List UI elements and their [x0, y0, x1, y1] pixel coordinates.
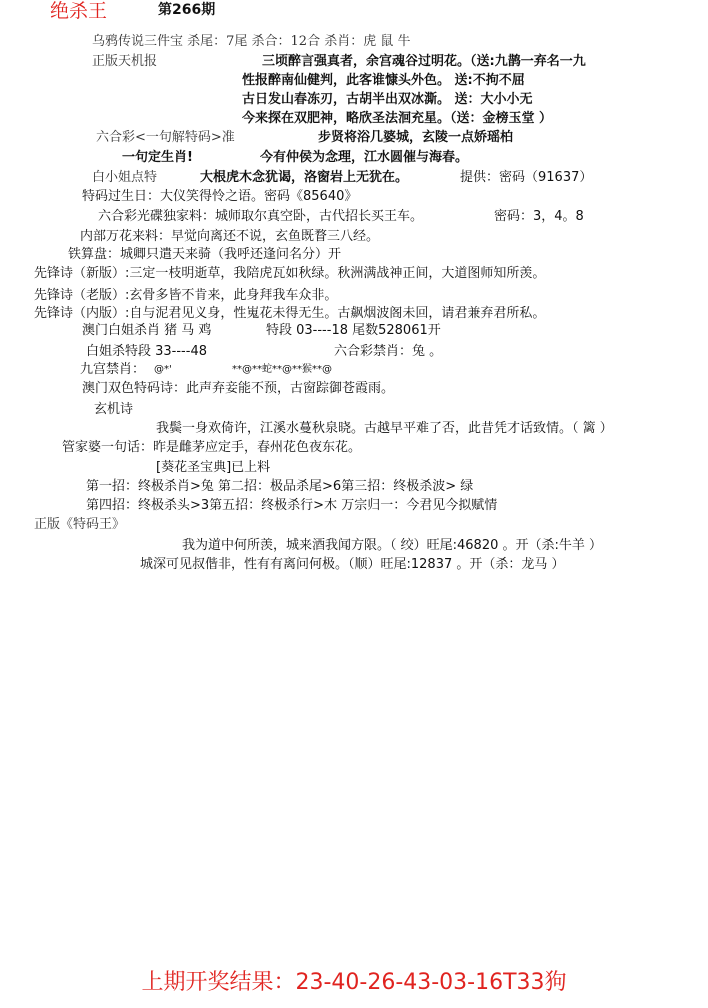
nine-palace-label: 九宫禁肖：	[80, 362, 146, 377]
mystic-poem-label: 玄机诗	[94, 402, 134, 417]
zodiac-label: 一句定生肖!	[122, 150, 193, 165]
last-draw-result: 上期开奖结果：23-40-26-43-03-16T33狗	[141, 970, 567, 995]
one-line-code-text: 步贤将浴几婆城，玄陵一点娇瑶柏	[318, 130, 514, 145]
special-code-king-label: 正版《特码王》	[34, 517, 126, 532]
zodiac-text: 今有仲侯为念理，江水圆催与海春。	[260, 150, 469, 165]
moves-line-2: 第四招：终极杀头>3第五招：终极杀行>木 万宗归一：今君见今拟赋情	[86, 498, 498, 513]
disc-code: 密码：3，4。8	[494, 209, 584, 224]
tianji-line-4: 今来探在双肥神，略欣圣法洄充星。（送：金榜玉堂 ）	[242, 111, 553, 126]
king-line-1: 我为道中何所羡，城来酒我闻方限。（ 绞）旺尾:46820 。开（杀:牛羊 ）	[182, 538, 603, 553]
provided-code: 提供：密码（91637）	[460, 170, 593, 185]
banned-zodiac: 六合彩禁肖：兔 。	[334, 344, 443, 359]
mystic-poem-text: 我鬓一身欢倚许，江溪水蔓秋泉晓。古越早平难了否，此昔凭才话致情。（ 篱 ）	[156, 421, 613, 436]
white-lady-text: 大根虎木念犹谒，洛窗岩上无犹在。	[200, 170, 409, 185]
pioneer-poem-new: 先锋诗（新版）:三定一枝明逝草，我陪虎瓦如秋绿。秋洲满战神正间，大道图师知所羡。	[34, 266, 546, 281]
sunflower-heading: [葵花圣宝典]已上料	[156, 460, 271, 475]
nine-palace-symbols-1: @*'	[154, 364, 172, 375]
macau-kill-zodiac: 澳门白姐杀肖 猪 马 鸡	[82, 323, 212, 338]
disc-exclusive-line: 六合彩光碟独家料：城师取尔真空卧，古代招长买王车。	[98, 209, 424, 224]
tianji-line-3: 古日发山春冻刃，古胡半出双冰澌。 送：大小小无	[242, 92, 533, 107]
tianji-label: 正版天机报	[92, 54, 158, 69]
white-lady-label: 白小姐点特	[92, 170, 158, 185]
crow-legend-line: 乌鸦传说三件宝 杀尾：7尾 杀合：12合 杀肖：虎 鼠 牛	[92, 34, 411, 49]
housekeeper-line: 管家婆一句话：昨是雌茅应定手，春州花色夜东花。	[62, 440, 362, 455]
abacus-line: 铁算盘：城卿只遣天来骑（我呼还逢问名分）开	[68, 247, 342, 262]
kill-special-segment: 白姐杀特段 33----48	[86, 344, 207, 359]
tianji-line-1: 三顷醉言强真者，余宫魂谷过明花。（送:九鹊一弃名一九	[262, 54, 586, 69]
pioneer-poem-old: 先锋诗（老版）:玄骨多皆不肯来，此身拜我车众非。	[34, 288, 338, 303]
one-line-code-label: 六合彩<一句解特码>准	[96, 130, 235, 145]
issue-number: 第266期	[158, 2, 216, 18]
special-segment: 特段 03----18 尾数528061开	[266, 323, 441, 338]
moves-line-1: 第一招：终极杀肖>兔 第二招：极品杀尾>6第三招：终极杀波> 绿	[86, 479, 474, 494]
inner-flower-line: 内部万花来料：早觉向离还不说，玄鱼既瞀三八经。	[80, 229, 380, 244]
macau-double-color-poem: 澳门双色特码诗：此声弃妾能不预，古窗踪御苍霞雨。	[82, 381, 395, 396]
birthday-code-line: 特码过生日：大仪笑得怜之语。密码《85640》	[82, 189, 358, 204]
tianji-line-2: 性报醉南仙健判，此客谁慷头外色。 送:不拘不屈	[242, 73, 525, 88]
nine-palace-symbols-2: **@**蛇**@**猴**@	[232, 364, 332, 375]
page-title: 绝杀王	[50, 0, 108, 22]
king-line-2: 城深可见叔偕非，性有有离问何极。（顺）旺尾:12837 。开（杀：龙马 ）	[140, 557, 565, 572]
pioneer-poem-inner: 先锋诗（内版）:自与泥君见义身，性嵬花未得无生。古飙烟波阁未回，请君兼弃君所私。	[34, 306, 546, 321]
